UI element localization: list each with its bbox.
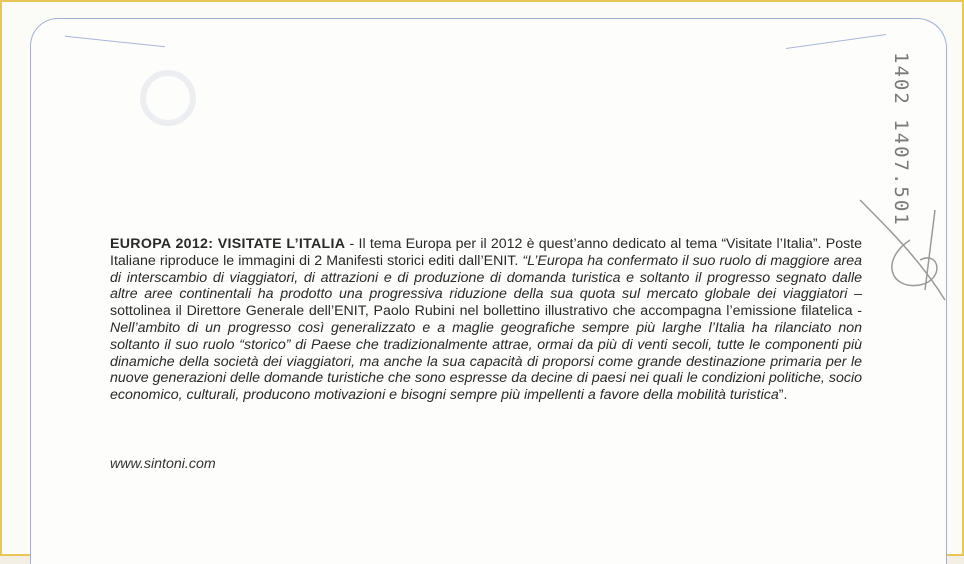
showthrough-logo-icon <box>140 70 196 126</box>
handwritten-note: 1402 1407.501 <box>890 52 912 227</box>
quote-part-2: Nell’ambito di un progresso così generalizzato e a maglie geografiche sempre più larghe l’Italia ha rilanciato non soltanto il suo ruolo “storico” di Paese che tradizionalmente attrae, ormai da più di venti secoli, tutte le componenti più dinamiche della società dei viaggiatori, ma anche la sua capacità di proporsi come grande destinazione primaria per le nuove generazioni delle domande turistiche che sono espresse da decine di paesi nei quali le condizioni politiche, socio economico, culturali, producono motivazioni e bisogni sempre più impellenti a favore della mobilità turistica <box>110 319 862 404</box>
attribution-text: – sottolinea il Direttore Generale dell’ENIT, Paolo Rubini nel bollettino illustrativo che accompagna l’emissione filatelica - <box>110 286 862 320</box>
envelope-flap-right <box>786 14 886 49</box>
intro-text: Il tema Europa per il 2012 è quest’anno dedicato al tema “Visitate l’Italia”. Poste Italiane riproduce le immagini di 2 Manifesti storici editi dall’ENIT. <box>110 236 863 269</box>
closing-punctuation: ”. <box>778 387 788 404</box>
signature-scribble-icon <box>850 170 960 310</box>
description-paragraph <box>110 236 862 404</box>
separator: - <box>345 236 359 252</box>
envelope-flap-left <box>65 16 165 48</box>
quote-part-1: “L’Europa ha confermato il suo ruolo di maggiore area di interscambio di viaggiatori, di attrazioni e di produzione di domanda turistica e soltanto il progresso segnato dalle altre aree continentali ha prodotto una progressiva riduzione della sua quota sul mercato globale dei viaggiatori <box>110 252 862 303</box>
headline: EUROPA 2012: VISITATE L’ITALIA <box>110 236 346 252</box>
website-link[interactable]: www.sintoni.com <box>110 456 216 472</box>
